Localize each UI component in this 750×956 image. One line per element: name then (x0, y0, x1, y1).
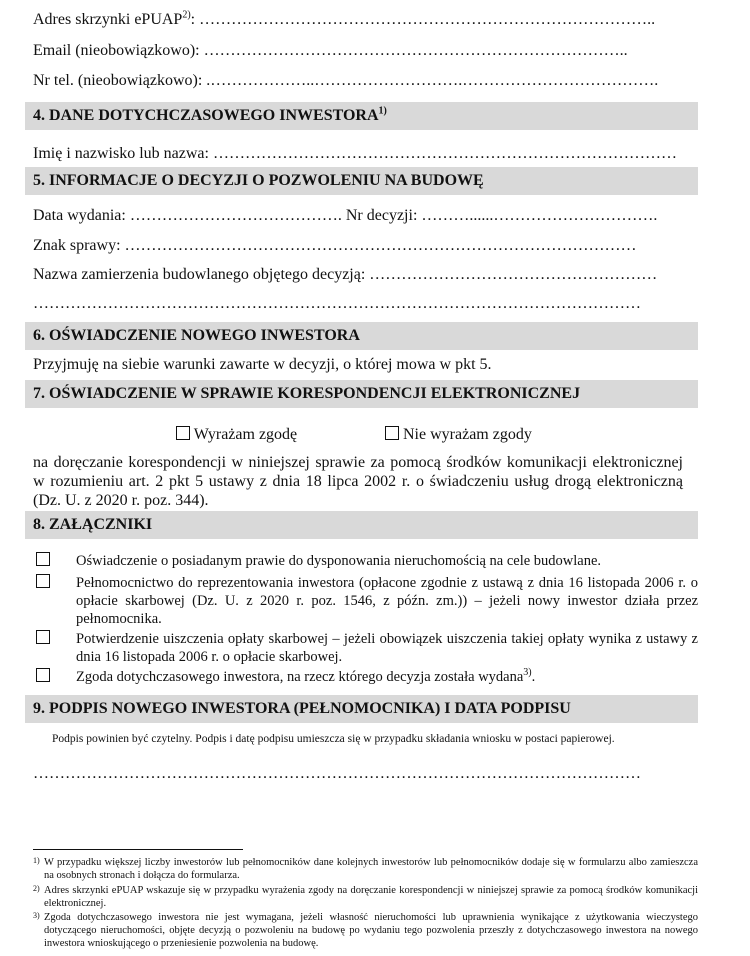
epuap-line: Adres skrzynki ePUAP$^{2)}$: ………………………………………………………………………….. (33, 9, 656, 28)
attachment-checkbox-2[interactable] (36, 574, 50, 588)
disagree-option[interactable] (385, 425, 532, 445)
agree-option[interactable] (176, 425, 297, 445)
section-9-header: 9. PODPIS NOWEGO INWESTORA (PEŁNOMOCNIKA) I DATA PODPISU (25, 695, 698, 723)
case-sign-line: Znak sprawy: …………………………………………………………………………………… (33, 237, 637, 254)
disagree-checkbox[interactable] (385, 426, 399, 440)
attachment-checkbox-4[interactable] (36, 668, 50, 682)
footnote-1: 1) W przypadku większej liczby inwestorów lub pełnomocników dane kolejnych inwestorów lub pełnomocników dodaje się w formularzu albo zamieszcza na osobnych stronach i dołącza do formularza. (33, 856, 698, 881)
attachment-checkbox-1[interactable] (36, 552, 50, 566)
section-4-header: 4. DANE DOTYCHCZASOWEGO INWESTORA$^{1)}$ (25, 102, 698, 130)
section-6-header: 6. OŚWIADCZENIE NOWEGO INWESTORA (25, 322, 698, 350)
decision-number-field[interactable]: ………......…………………………. (417, 207, 658, 224)
section-7-header: 7. OŚWIADCZENIE W SPRAWIE KORESPONDENCJI ELEKTRONICZNEJ (25, 380, 698, 408)
footnote-divider (33, 849, 243, 850)
section-6-text: Przyjmuję na siebie warunki zawarte w decyzji, o której mowa w pkt 5. (33, 356, 492, 373)
project-name-field[interactable]: ……………………………………………… (365, 266, 658, 283)
footnote-2: 2) Adres skrzynki ePUAP wskazuje się w przypadku wyrażenia zgody na doręczanie korespondencji w niniejszej sprawie za pomocą środków komunikacji elektronicznej. (33, 884, 698, 909)
decision-date-line: Data wydania: …………………………………. Nr decyzji: ………......…………………………. (33, 207, 658, 224)
section-8-header: 8. ZAŁĄCZNIKI (25, 511, 698, 539)
signature-line (33, 764, 641, 784)
disagree-label: Nie wyrażam zgody (403, 426, 532, 443)
phone-field[interactable]: .………………..……………………….………………………………. (202, 72, 659, 89)
agree-checkbox[interactable] (176, 426, 190, 440)
footnote-3: 3) Zgoda dotychczasowego inwestora nie jest wymagana, jeżeli własność nieruchomości lub uprawnienia wynikające z użytkowania wieczystego dotyczącego nieruchomości, objęte decyzją o pozwoleniu na budowę po wydaniu tego pozwolenia przeszły z dotychczasowego inwestora na nowego inwestora wnioskującego o przeniesienie pozwolenia na budowę. (33, 911, 698, 949)
attachment-checkbox-3[interactable] (36, 630, 50, 644)
agree-label: Wyrażam zgodę (193, 426, 298, 443)
phone-line: Nr tel. (nieobowiązkowo): .………………..……………………….………………………………. (33, 72, 659, 89)
attachment-item-4: Zgoda dotychczasowego inwestora, na rzecz którego decyzja została wydana$^{3)}$. (76, 667, 536, 685)
email-field[interactable]: …………………………………………………………………….. (199, 42, 628, 59)
previous-investor-line: Imię i nazwisko lub nazwa: …………………………………………………………………………… (33, 145, 677, 162)
attachment-item-2: Pełnomocnictwo do reprezentowania inwestora (opłacone zgodnie z ustawą z dnia 16 listopada 2006 r. o opłacie skarbowej (Dz. U. z 2020 r. poz. 1546, z późn. zm.)) – jeżeli nowy inwestor działa przez pełnomocnika. (76, 575, 698, 627)
section-7-text: na doręczanie korespondencji w niniejszej sprawie za pomocą środków komunikacji elektronicznej w rozumieniu art. 2 pkt 5 ustawy z dnia 18 lipca 2002 r. o świadczeniu usług drogą elektroniczną (Dz. U. z 2020 r. poz. 344). (33, 454, 683, 509)
signature-field[interactable]: …………………………………………………………………………………………………… (33, 765, 641, 782)
attachment-item-3: Potwierdzenie uiszczenia opłaty skarbowej – jeżeli obowiązek uiszczenia takiej opłaty wynika z ustawy z dnia 16 listopada 2006 r. o opłacie skarbowej. (76, 631, 698, 665)
email-line: Email (nieobowiązkowo): …………………………………………………………………….. (33, 42, 628, 59)
case-sign-field[interactable]: …………………………………………………………………………………… (120, 237, 637, 254)
section-5-header: 5. INFORMACJE O DECYZJI O POZWOLENIU NA BUDOWĘ (25, 167, 698, 195)
project-name-field-2[interactable]: …………………………………………………………………………………………………… (33, 295, 641, 312)
attachment-item-1: Oświadczenie o posiadanym prawie do dysponowania nieruchomością na cele budowlane. (76, 553, 602, 569)
project-name-line: Nazwa zamierzenia budowlanego objętego decyzją: ……………………………………………… (33, 266, 658, 283)
decision-date-field[interactable]: …………………………………. (125, 207, 342, 224)
signature-note: Podpis powinien być czytelny. Podpis i datę podpisu umieszcza się w przypadku składania wniosku w postaci papierowej. (52, 733, 615, 745)
project-name-continuation (33, 294, 641, 314)
epuap-field[interactable]: : ………………………………………………………………………….. (190, 11, 656, 28)
previous-investor-field[interactable]: …………………………………………………………………………… (208, 145, 677, 162)
